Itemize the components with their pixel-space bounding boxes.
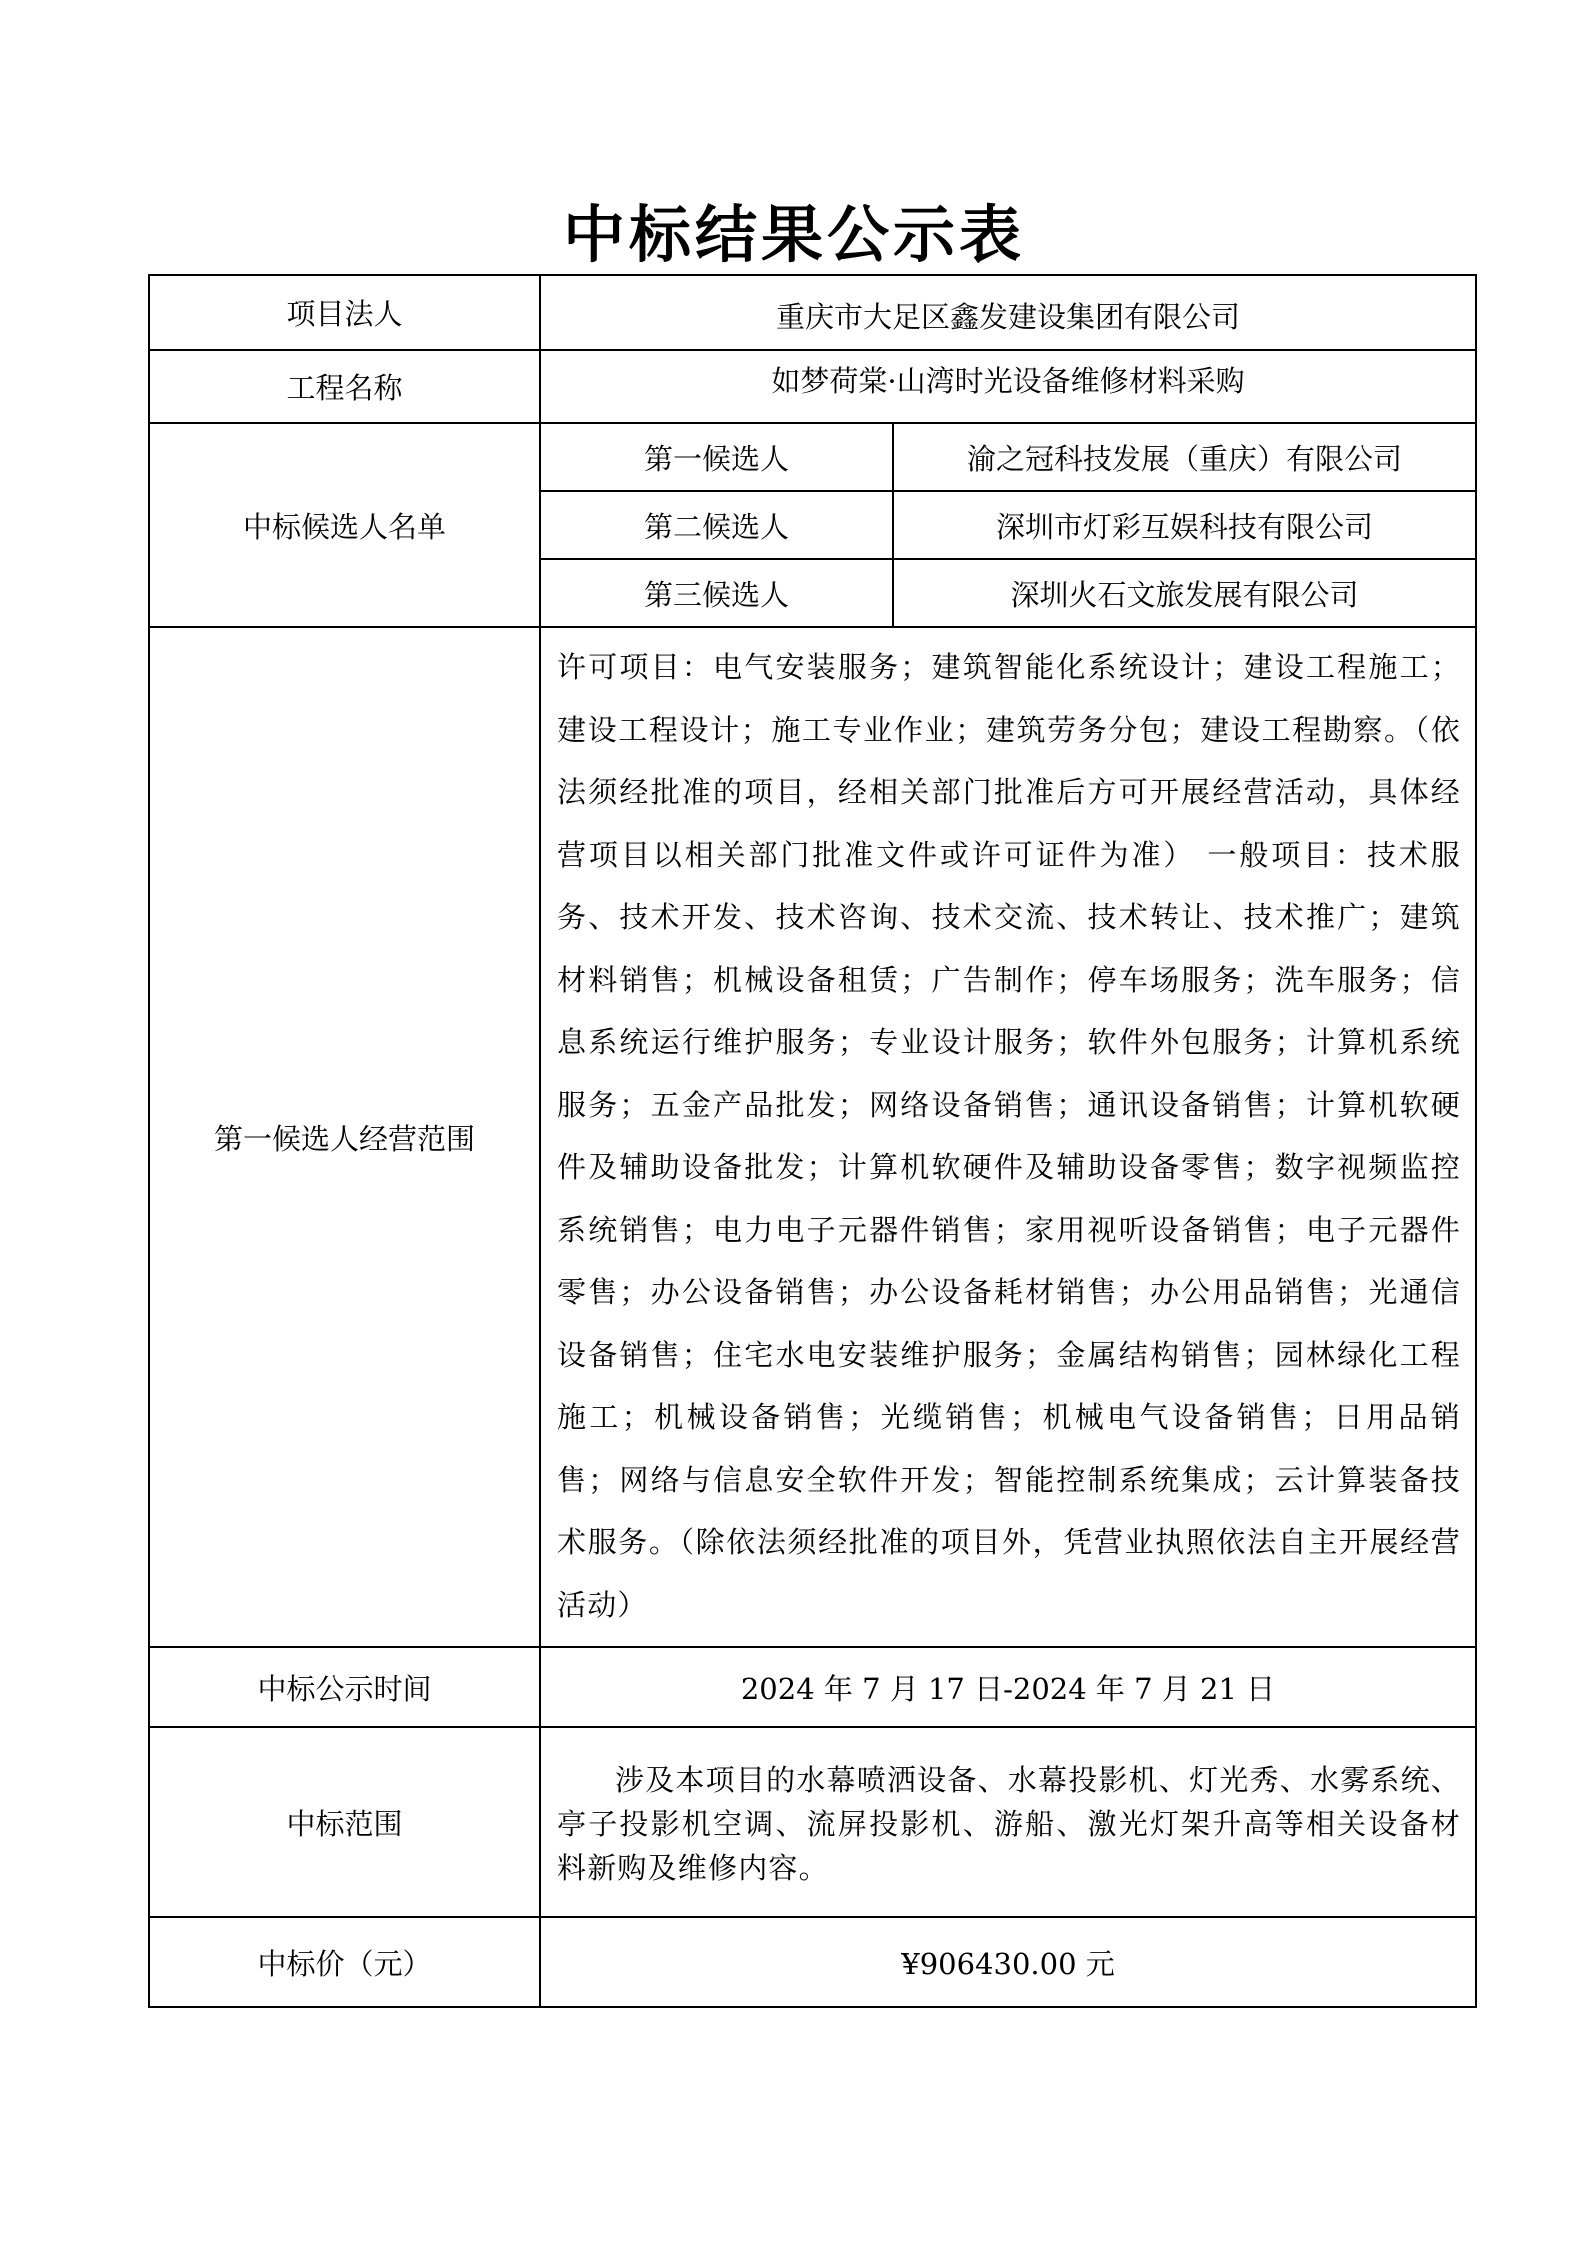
candidate-name: 渝之冠科技发展（重庆）有限公司	[893, 423, 1476, 491]
page-title: 中标结果公示表	[562, 198, 1025, 271]
publicity-period-value: 2024 年 7 月 17 日-2024 年 7 月 21 日	[540, 1647, 1476, 1727]
bid-result-table	[148, 274, 1477, 2008]
bid-price-value: ¥906430.00 元	[540, 1917, 1476, 2007]
bid-price-label: 中标价（元）	[149, 1917, 540, 2007]
candidate-name: 深圳火石文旅发展有限公司	[893, 559, 1476, 627]
row-project-name	[149, 350, 1476, 423]
candidates-label: 中标候选人名单	[149, 423, 540, 627]
business-scope-label: 第一候选人经营范围	[149, 627, 540, 1647]
publicity-period-label: 中标公示时间	[149, 1647, 540, 1727]
candidate-rank: 第一候选人	[540, 423, 893, 491]
row-project-owner	[149, 275, 1476, 350]
candidate-row	[149, 423, 1476, 491]
project-name-value: 如梦荷棠·山湾时光设备维修材料采购	[540, 350, 1476, 423]
row-publicity-period	[149, 1647, 1476, 1727]
project-name-label: 工程名称	[149, 350, 540, 423]
project-owner-value: 重庆市大足区鑫发建设集团有限公司	[540, 275, 1476, 350]
candidate-rank: 第二候选人	[540, 491, 893, 559]
candidate-name: 深圳市灯彩互娱科技有限公司	[893, 491, 1476, 559]
candidate-rank: 第三候选人	[540, 559, 893, 627]
row-bid-scope	[149, 1727, 1476, 1917]
bid-scope-value: 涉及本项目的水幕喷洒设备、水幕投影机、灯光秀、水雾系统、亭子投影机空调、流屏投影机、游船、激光灯架升高等相关设备材料新购及维修内容。	[557, 1763, 1462, 1885]
bid-scope-cell	[540, 1727, 1476, 1917]
bid-scope-label: 中标范围	[149, 1727, 540, 1917]
project-owner-label: 项目法人	[149, 275, 540, 350]
row-bid-price	[149, 1917, 1476, 2007]
row-business-scope	[149, 627, 1476, 1647]
business-scope-value: 许可项目：电气安装服务；建筑智能化系统设计；建设工程施工；建设工程设计；施工专业作业；建筑劳务分包；建设工程勘察。（依法须经批准的项目，经相关部门批准后方可开展经营活动，具体经营项目以相关部门批准文件或许可证件为准） 一般项目：技术服务、技术开发、技术咨询、技术交流、技术转让、技术推广；建筑材料销售；机械设备租赁；广告制作；停车场服务；洗车服务；信息系统运行维护服务；专业设计服务；软件外包服务；计算机系统服务；五金产品批发；网络设备销售；通讯设备销售；计算机软硬件及辅助设备批发；计算机软硬件及辅助设备零售；数字视频监控系统销售；电力电子元器件销售；家用视听设备销售；电子元器件零售；办公设备销售；办公设备耗材销售；办公用品销售；光通信设备销售；住宅水电安装维护服务；金属结构销售；园林绿化工程施工；机械设备销售；光缆销售；机械电气设备销售；日用品销售；网络与信息安全软件开发；智能控制系统集成；云计算装备技术服务。（除依法须经批准的项目外，凭营业执照依法自主开展经营活动）	[540, 627, 1476, 1647]
